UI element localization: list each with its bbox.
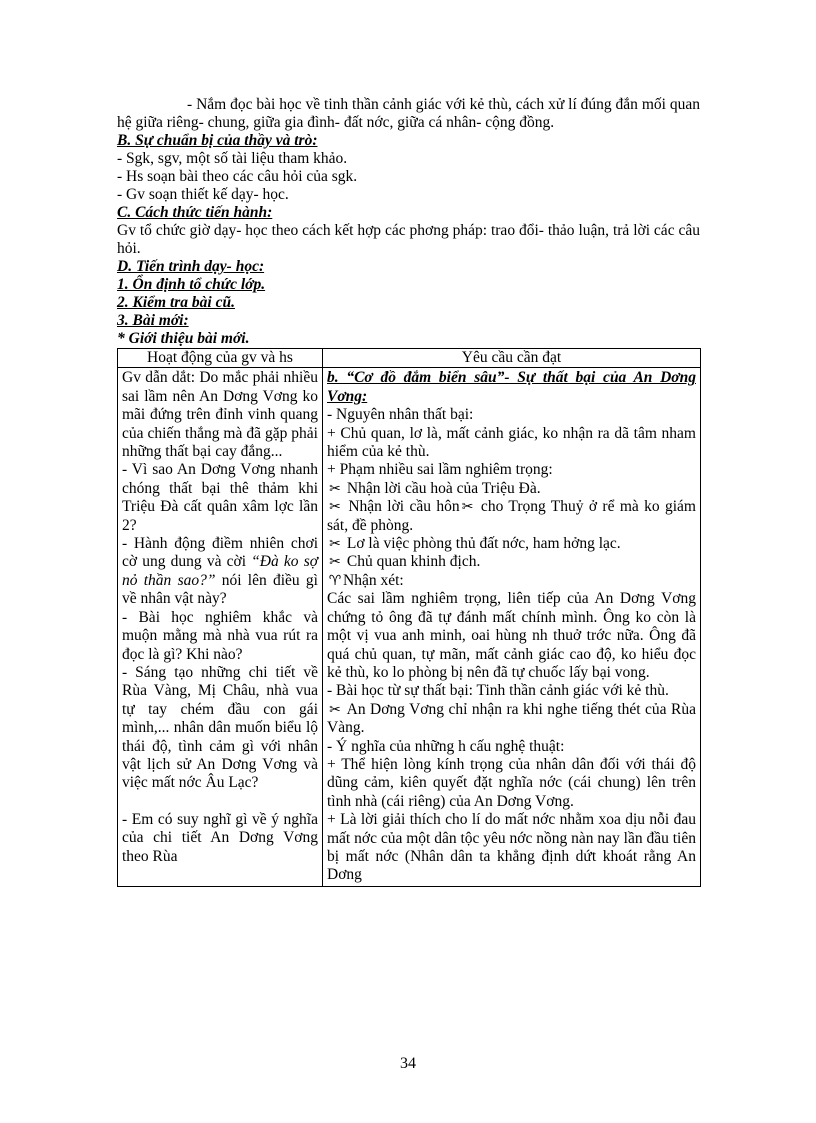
section-b-item: - Hs soạn bài theo các câu hỏi của sgk. [117,168,358,185]
activity-text-part: - Hành động điềm nhiên chơi cờ ung dung và cời [122,535,318,571]
scissors-icon: ✂ [329,701,341,718]
activity-quote: “Đà ko sợ nỏ thần sao?” [122,553,319,589]
requirement-item-text: Nhận lời cầu hôn [348,498,460,516]
spacer [122,793,318,811]
requirement-item: - Nguyên nhân thất bại: [327,406,474,424]
requirement-item [327,572,696,590]
activity-text: - Vì sao An Dơng Vơng nhanh chóng thất bại thê thảm khi Triệu Đà cất quân xâm lợc lần 2? [122,461,318,534]
section-d3: 3. Bài mới: [117,312,189,329]
requirement-item: + Là lời giải thích cho lí do mất nớc nhằm xoa dịu nỗi đau mất nớc của một dân tộc yêu nớc nồng nàn nay lần đầu tiên bị mất nớc (Nhân dân ta khẳng định dứt khoát rằng An Dơng [327,811,696,884]
requirement-item [327,498,696,535]
table-row [118,368,701,886]
document-page [117,96,700,887]
section-d1: 1. Ổn định tổ chức lớp. [117,276,266,293]
requirement-item-text: An Dơng Vơng chỉ nhận ra khi nghe tiếng thét của Rùa Vàng. [327,700,696,737]
section-b-item: - Gv soạn thiết kế dạy- học. [117,186,289,203]
section-c-title: C. Cách thức tiến hành: [117,204,273,221]
requirement-item: + Phạm nhiều sai lầm nghiêm trọng: [327,461,553,479]
requirement-cell [323,368,701,886]
requirement-item: - Bài học từ sự thất bại: Tinh thần cảnh giác với kẻ thù. [327,682,669,700]
section-d2: 2. Kiểm tra bài cũ. [117,294,235,311]
table-header-activity: Hoạt động của gv và hs [118,349,323,368]
section-c-text: Gv tổ chức giờ dạy- học theo cách kết hợp các phơng pháp: trao đổi- thảo luận, trả lời các câu hỏi. [117,222,700,257]
requirement-item [327,701,696,738]
activity-text: - Sáng tạo những chi tiết về Rùa Vàng, Mị Châu, nhà vua tự tay chém đầu con gái mình,... nhân dân muốn biểu lộ thái độ, tình cảm gì với nhân vật lịch sử An Dơng Vơng và việc mất nớc Âu Lạc? [122,663,318,792]
lesson-table [117,348,701,887]
table-header-row [118,349,701,368]
requirement-item [327,535,696,553]
requirement-title: b. “Cơ đồ đắm biển sâu”- Sự thất bại của An Dơng Vơng: [327,369,696,405]
section-d-title: D. Tiến trình dạy- học: [117,258,265,275]
activity-text: Gv dẫn dắt: Do mắc phải nhiều sai lầm nên An Dơng Vơng ko mãi đứng trên đỉnh vinh quang của chiến thắng mà đã gặp phải những thất bại cay đắng... [122,369,318,461]
section-d4: * Giới thiệu bài mới. [117,330,250,347]
activity-text: - Bài học nghiêm khắc và muộn mằng mà nhà vua rút ra đọc là gì? Khi nào? [122,608,318,663]
section-b-title: B. Sự chuẩn bị của thầy và trò: [117,132,318,149]
scissors-icon: ✂ [329,536,341,553]
section-b-item: - Sgk, sgv, một số tài liệu tham khảo. [117,150,348,167]
scissors-icon: ✂ [461,499,474,516]
requirement-item [327,553,696,571]
scissors-icon: ✂ [329,480,341,497]
requirement-item [327,480,696,498]
requirement-item: + Thể hiện lòng kính trọng của nhân dân đối với thái độ dũng cảm, kiên quyết đặt nghĩa nớc (cái chung) lên trên tình nhà (cái riêng) của An Dơng Vơng. [327,755,696,810]
activity-cell [118,368,323,886]
requirement-item-text: Nhận lời cầu hoà của Triệu Đà. [346,479,541,497]
requirement-item: Các sai lầm nghiêm trọng, liên tiếp của An Dơng Vơng chứng tỏ ông đã tự đánh mất chính mình. Ông ko còn là một vị vua anh minh, oai hùng nh thuở trớc nữa. Ông đã quá chủ quan, tự mãn, mất cảnh giác cao độ, ko hiểu đọc kẻ thù, ko lo phòng bị nên đã tự chuốc lấy bại vong. [327,590,696,681]
aries-icon: ♈ [328,572,342,589]
requirement-item: + Chủ quan, lơ là, mất cảnh giác, ko nhận ra dã tâm nham hiểm của kẻ thù. [327,424,696,461]
scissors-icon: ✂ [329,554,341,571]
requirement-item: - Ý nghĩa của những h cấu nghệ thuật: [327,737,565,755]
activity-text: - Em có suy nghĩ gì về ý nghĩa của chi tiết An Dơng Vơng theo Rùa [122,810,318,865]
requirement-item-text: Nhận xét: [343,571,404,589]
activity-text [122,535,318,609]
intro-paragraph: - Nắm đọc bài học về tinh thần cảnh giác với kẻ thù, cách xử lí đúng đắn mối quan hệ giữa riêng- chung, giữa gia đình- đất nớc, giữa cá nhân- cộng đồng. [117,96,700,131]
scissors-icon: ✂ [329,499,341,516]
page-number: 34 [400,1055,416,1072]
requirement-item-text: Lơ là việc phòng thủ đất nớc, ham hởng lạc. [346,535,621,553]
table-header-requirement: Yêu cầu cần đạt [323,349,701,368]
requirement-item-text: Chủ quan khinh địch. [346,553,481,571]
requirement-item-text: cho Trọng Thuỷ ở rể mà ko giám sát, đề phòng. [327,498,696,534]
activity-text-part: nói lên điều gì về nhân vật này? [122,571,318,608]
